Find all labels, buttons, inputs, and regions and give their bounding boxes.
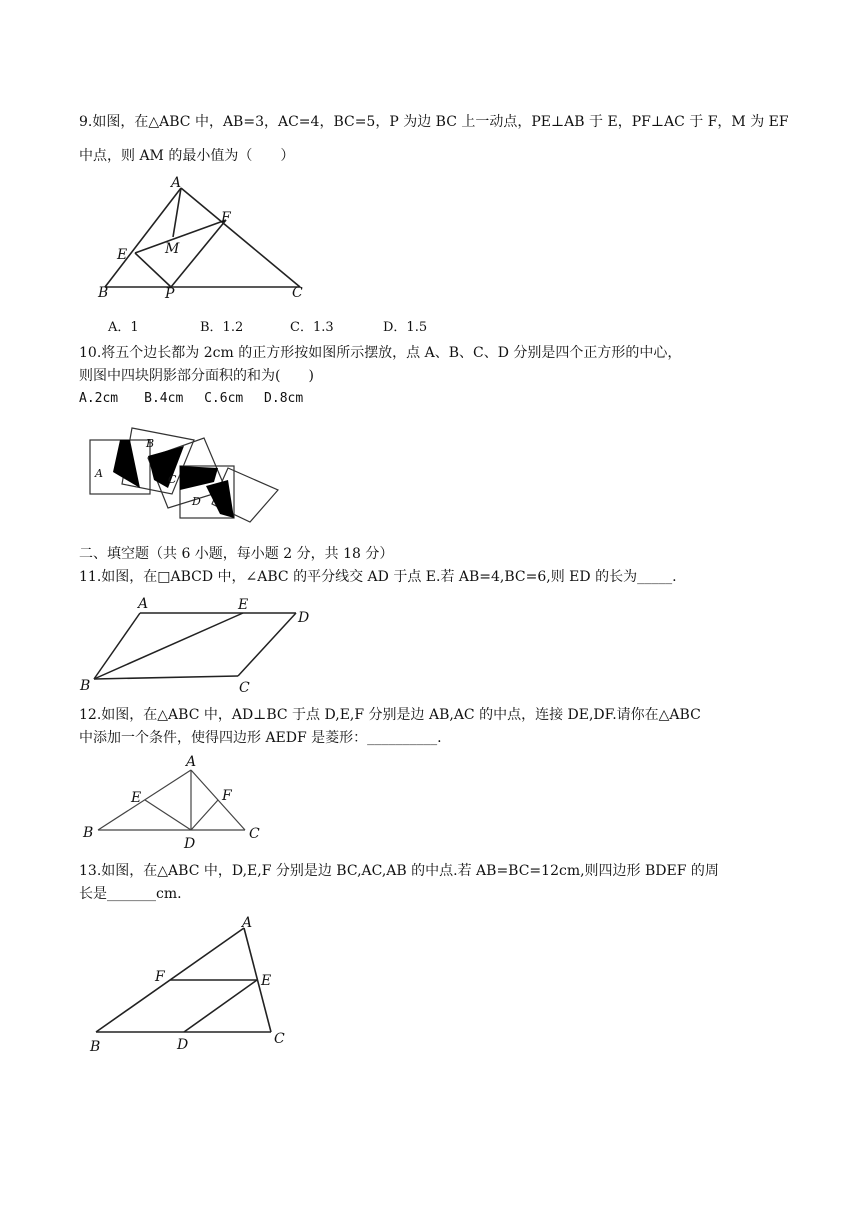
q9-option-c: C．1.3 — [290, 320, 334, 335]
q12-label-e: E — [131, 790, 142, 806]
q12-text-line2: 中添加一个条件，使得四边形 AEDF 是菱形：__________. — [79, 730, 442, 746]
q11-label-b: B — [80, 678, 91, 694]
q13-label-e: E — [261, 973, 272, 989]
q12-label-f: F — [222, 788, 232, 804]
q10-label-c: C — [168, 473, 177, 486]
q13-text-line2: 长是_______cm. — [79, 886, 182, 902]
q11-side-bc — [94, 676, 238, 679]
q10-label-b: B — [146, 437, 155, 450]
q12-figure — [78, 752, 278, 852]
q10-figure — [88, 420, 288, 525]
q12-label-c: C — [249, 826, 260, 842]
section-2-heading: 二、填空题（共 6 小题，每小题 2 分，共 18 分） — [79, 546, 394, 562]
q12-label-b: B — [83, 825, 94, 841]
q12-seg-df — [191, 800, 218, 830]
q9-option-d: D．1.5 — [383, 320, 428, 335]
q12-text-line1: 12.如图，在△ABC 中，AD⊥BC 于点 D,E,F 分别是边 AB,AC 的中点，连接 DE,DF.请你在△ABC — [79, 707, 701, 723]
q12-label-d: D — [184, 836, 196, 852]
q9-option-a: A．1 — [108, 320, 139, 335]
q9-label-p: P — [165, 286, 175, 302]
q9-figure — [95, 175, 315, 305]
q9-label-m: M — [165, 241, 180, 257]
q12-seg-de — [145, 800, 191, 830]
q9-label-a: A — [171, 175, 182, 191]
q11-label-c: C — [239, 680, 250, 696]
q13-text-line1: 13.如图，在△ABC 中，D,E,F 分别是边 BC,AC,AB 的中点.若 AB=BC=12cm,则四边形 BDEF 的周 — [79, 863, 719, 879]
q13-label-b: B — [90, 1039, 101, 1055]
q10-shade-4 — [206, 480, 234, 518]
q11-side-cd — [238, 613, 296, 676]
q13-label-a: A — [242, 915, 253, 931]
q9-label-b: B — [98, 285, 109, 301]
q10-label-d: D — [192, 495, 201, 508]
q10-label-a: A — [95, 467, 103, 480]
q9-text-line2: 中点，则 AM 的最小值为（ ） — [79, 148, 295, 164]
q9-label-e: E — [117, 247, 128, 263]
q9-seg-pe — [135, 253, 171, 287]
q11-text-line1: 11.如图，在□ABCD 中，∠ABC 的平分线交 AD 于点 E.若 AB=4,BC=6,则 ED 的长为_____. — [79, 569, 677, 585]
q13-label-c: C — [274, 1031, 285, 1047]
q9-option-b: B．1.2 — [200, 320, 244, 335]
q10-options: A.2cm B.4cm C.6cm D.8cm — [79, 391, 304, 406]
q10-text-line1: 10.将五个边长都为 2cm 的正方形按如图所示摆放，点 A、B、C、D 分别是四个正方形的中心， — [79, 345, 682, 361]
q13-seg-de — [184, 980, 257, 1032]
q13-figure — [84, 910, 304, 1060]
q12-label-a: A — [186, 754, 197, 770]
q9-label-f: F — [221, 210, 231, 226]
q9-side-ac — [181, 188, 300, 287]
q11-label-a: A — [138, 596, 149, 612]
q13-label-d: D — [177, 1037, 189, 1053]
q11-figure — [78, 592, 338, 697]
q9-text-line1: 9.如图，在△ABC 中，AB=3，AC=4，BC=5，P 为边 BC 上一动点，PE⊥AB 于 E，PF⊥AC 于 F，M 为 EF — [79, 114, 789, 130]
q13-label-f: F — [155, 969, 165, 985]
q9-seg-am — [173, 188, 181, 237]
q9-side-ab — [105, 188, 181, 287]
q11-label-d: D — [298, 610, 310, 626]
q10-text-line2: 则图中四块阴影部分面积的和为( ) — [79, 368, 314, 384]
q10-shade-2 — [148, 446, 184, 488]
q9-label-c: C — [292, 285, 303, 301]
q10-shade-1 — [113, 440, 140, 488]
q11-label-e: E — [238, 597, 249, 613]
